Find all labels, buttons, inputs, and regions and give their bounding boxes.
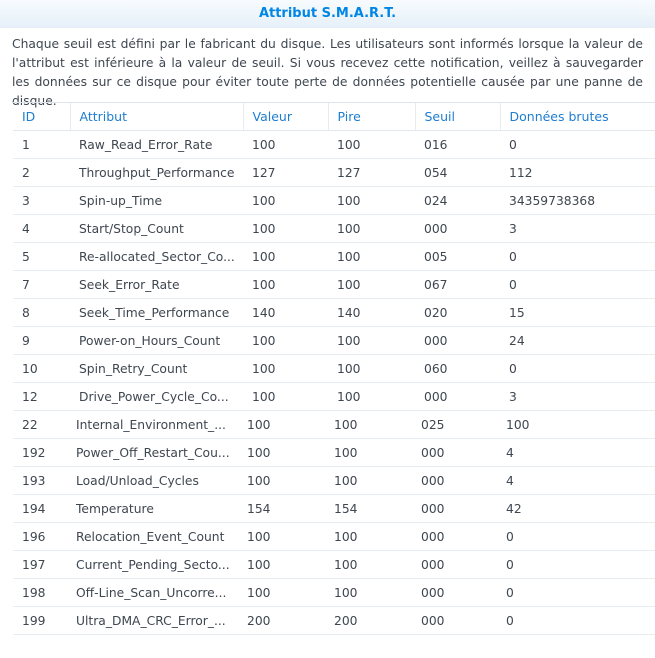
cell-worst-text: 100 <box>334 417 358 432</box>
cell-raw-data <box>500 607 655 635</box>
cell-threshold <box>415 411 500 439</box>
cell-attribute-text: Ultra_DMA_CRC_Error_... <box>76 613 226 628</box>
cell-id-text: 3 <box>22 193 30 208</box>
cell-raw-data-text: 112 <box>509 165 533 180</box>
cell-attribute-text: Power_Off_Restart_Cou... <box>76 445 230 460</box>
cell-worst <box>328 467 415 495</box>
cell-attribute-text: Current_Pending_Secto... <box>76 557 230 572</box>
column-header-label: Seuil <box>424 109 455 124</box>
cell-worst <box>328 243 415 271</box>
cell-id <box>13 495 70 523</box>
cell-value-text: 100 <box>252 333 276 348</box>
cell-worst <box>328 327 415 355</box>
cell-raw-data <box>500 411 655 439</box>
cell-value-text: 100 <box>247 529 271 544</box>
cell-attribute-text: Load/Unload_Cycles <box>76 473 199 488</box>
column-header-label: ID <box>22 109 36 124</box>
cell-attribute-text: Relocation_Event_Count <box>76 529 225 544</box>
table-row[interactable] <box>13 187 655 215</box>
cell-worst-text: 100 <box>337 249 361 264</box>
cell-worst-text: 100 <box>337 333 361 348</box>
cell-value <box>243 411 328 439</box>
cell-attribute-text: Drive_Power_Cycle_Co... <box>79 389 229 404</box>
cell-id-text: 10 <box>22 361 38 376</box>
cell-threshold <box>415 523 500 551</box>
cell-threshold-text: 000 <box>424 221 448 236</box>
cell-value-text: 100 <box>247 445 271 460</box>
cell-raw-data-text: 0 <box>506 529 514 544</box>
column-header-label: Valeur <box>252 109 292 124</box>
cell-threshold <box>415 187 500 215</box>
table-row[interactable] <box>13 579 655 607</box>
cell-value-text: 100 <box>252 137 276 152</box>
cell-raw-data-text: 4 <box>506 473 514 488</box>
cell-raw-data <box>500 271 655 299</box>
cell-attribute <box>70 299 243 327</box>
cell-raw-data <box>500 467 655 495</box>
cell-worst-text: 100 <box>337 221 361 236</box>
cell-threshold <box>415 355 500 383</box>
cell-threshold-text: 000 <box>421 473 445 488</box>
cell-id <box>13 607 70 635</box>
cell-worst-text: 100 <box>337 389 361 404</box>
smart-attribute-table <box>13 102 655 635</box>
table-row[interactable] <box>13 327 655 355</box>
cell-raw-data-text: 0 <box>506 557 514 572</box>
cell-raw-data <box>500 439 655 467</box>
cell-attribute-text: Seek_Error_Rate <box>79 277 180 292</box>
cell-worst <box>328 271 415 299</box>
cell-raw-data-text: 0 <box>509 277 517 292</box>
cell-id <box>13 243 70 271</box>
cell-raw-data <box>500 327 655 355</box>
cell-worst-text: 100 <box>334 445 358 460</box>
table-row[interactable] <box>13 467 655 495</box>
table-row[interactable] <box>13 243 655 271</box>
cell-raw-data-text: 4 <box>506 445 514 460</box>
cell-id-text: 193 <box>22 473 46 488</box>
cell-id <box>13 131 70 159</box>
cell-worst <box>328 439 415 467</box>
cell-attribute <box>70 551 243 579</box>
cell-worst-text: 154 <box>334 501 358 516</box>
cell-raw-data-text: 24 <box>509 333 525 348</box>
cell-id <box>13 299 70 327</box>
cell-worst <box>328 523 415 551</box>
cell-attribute-text: Raw_Read_Error_Rate <box>79 137 213 152</box>
column-header-attribute[interactable] <box>70 103 243 131</box>
cell-threshold <box>415 607 500 635</box>
cell-raw-data <box>500 579 655 607</box>
cell-attribute <box>70 271 243 299</box>
cell-value-text: 100 <box>252 277 276 292</box>
table-row[interactable] <box>13 271 655 299</box>
cell-value-text: 200 <box>247 613 271 628</box>
cell-id <box>13 551 70 579</box>
cell-threshold-text: 054 <box>424 165 448 180</box>
cell-value <box>243 243 328 271</box>
cell-worst <box>328 131 415 159</box>
cell-attribute-text: Power-on_Hours_Count <box>79 333 221 348</box>
cell-attribute <box>70 607 243 635</box>
cell-raw-data-text: 42 <box>506 501 522 516</box>
cell-value <box>243 271 328 299</box>
cell-threshold-text: 000 <box>421 445 445 460</box>
dialog-title: Attribut S.M.A.R.T. <box>258 6 397 21</box>
cell-threshold <box>415 299 500 327</box>
cell-raw-data-text: 0 <box>506 613 514 628</box>
table-row[interactable] <box>13 523 655 551</box>
cell-value <box>243 215 328 243</box>
cell-worst <box>328 355 415 383</box>
column-header-label: Attribut <box>79 109 128 124</box>
cell-value <box>243 523 328 551</box>
cell-value <box>243 439 328 467</box>
cell-id-text: 22 <box>22 417 38 432</box>
cell-raw-data <box>500 523 655 551</box>
cell-value-text: 100 <box>252 249 276 264</box>
table-row[interactable] <box>13 355 655 383</box>
cell-threshold-text: 000 <box>421 613 445 628</box>
cell-threshold <box>415 495 500 523</box>
cell-raw-data <box>500 299 655 327</box>
cell-raw-data <box>500 159 655 187</box>
cell-value-text: 140 <box>252 305 276 320</box>
cell-worst <box>328 383 415 411</box>
cell-raw-data-text: 3 <box>509 221 517 236</box>
cell-worst-text: 100 <box>337 361 361 376</box>
cell-raw-data-text: 3 <box>509 389 517 404</box>
cell-worst-text: 100 <box>334 557 358 572</box>
cell-attribute-text: Off-Line_Scan_Uncorre... <box>76 585 227 600</box>
cell-attribute <box>70 579 243 607</box>
cell-value <box>243 383 328 411</box>
cell-worst-text: 100 <box>334 529 358 544</box>
cell-attribute <box>70 327 243 355</box>
cell-raw-data-text: 0 <box>509 249 517 264</box>
cell-attribute <box>70 187 243 215</box>
cell-attribute <box>70 131 243 159</box>
cell-attribute-text: Re-allocated_Sector_Co... <box>79 249 235 264</box>
cell-value-text: 100 <box>247 473 271 488</box>
cell-raw-data <box>500 551 655 579</box>
cell-attribute-text: Temperature <box>76 501 154 516</box>
cell-id-text: 7 <box>22 277 30 292</box>
cell-value <box>243 607 328 635</box>
cell-attribute-text: Internal_Environment_... <box>76 417 226 432</box>
cell-threshold <box>415 467 500 495</box>
cell-threshold <box>415 579 500 607</box>
cell-raw-data-text: 0 <box>506 585 514 600</box>
cell-attribute-text: Start/Stop_Count <box>79 221 184 236</box>
cell-worst <box>328 579 415 607</box>
cell-threshold-text: 000 <box>421 529 445 544</box>
cell-id <box>13 215 70 243</box>
cell-worst <box>328 215 415 243</box>
column-header-worst[interactable] <box>328 103 415 131</box>
cell-id <box>13 355 70 383</box>
cell-value <box>243 131 328 159</box>
cell-worst <box>328 411 415 439</box>
table-row[interactable] <box>13 215 655 243</box>
cell-id <box>13 579 70 607</box>
cell-threshold-text: 025 <box>421 417 445 432</box>
cell-worst <box>328 299 415 327</box>
cell-attribute <box>70 495 243 523</box>
smart-table-container <box>0 102 655 635</box>
cell-threshold-text: 024 <box>424 193 448 208</box>
column-header-label: Pire <box>337 109 361 124</box>
cell-attribute <box>70 355 243 383</box>
cell-raw-data-text: 0 <box>509 137 517 152</box>
cell-attribute-text: Spin-up_Time <box>79 193 163 208</box>
table-header <box>13 103 655 131</box>
cell-threshold-text: 020 <box>424 305 448 320</box>
table-row[interactable] <box>13 495 655 523</box>
cell-threshold <box>415 439 500 467</box>
table-row[interactable] <box>13 551 655 579</box>
cell-threshold <box>415 327 500 355</box>
cell-threshold <box>415 159 500 187</box>
table-row[interactable] <box>13 439 655 467</box>
cell-raw-data-text: 0 <box>509 361 517 376</box>
cell-attribute <box>70 383 243 411</box>
cell-id-text: 12 <box>22 389 38 404</box>
cell-id-text: 1 <box>22 137 30 152</box>
cell-id-text: 5 <box>22 249 30 264</box>
cell-raw-data <box>500 383 655 411</box>
cell-threshold <box>415 131 500 159</box>
table-row[interactable] <box>13 299 655 327</box>
cell-value-text: 100 <box>252 361 276 376</box>
cell-raw-data-text: 34359738368 <box>509 193 596 208</box>
cell-value <box>243 355 328 383</box>
cell-value-text: 100 <box>247 585 271 600</box>
cell-threshold <box>415 551 500 579</box>
table-row[interactable] <box>13 607 655 635</box>
cell-attribute <box>70 159 243 187</box>
cell-value <box>243 467 328 495</box>
cell-threshold-text: 000 <box>421 585 445 600</box>
cell-id <box>13 159 70 187</box>
column-header-id[interactable] <box>13 103 70 131</box>
cell-value-text: 100 <box>247 417 271 432</box>
cell-id <box>13 327 70 355</box>
cell-worst-text: 100 <box>337 193 361 208</box>
cell-value-text: 100 <box>247 557 271 572</box>
cell-worst <box>328 551 415 579</box>
cell-id <box>13 383 70 411</box>
cell-worst-text: 100 <box>334 585 358 600</box>
cell-raw-data <box>500 131 655 159</box>
cell-id-text: 2 <box>22 165 30 180</box>
cell-raw-data <box>500 187 655 215</box>
cell-id <box>13 187 70 215</box>
dialog-title-bar <box>0 0 655 28</box>
cell-attribute-text: Throughput_Performance <box>79 165 235 180</box>
cell-worst-text: 100 <box>334 473 358 488</box>
cell-value <box>243 579 328 607</box>
cell-id <box>13 271 70 299</box>
cell-id <box>13 411 70 439</box>
cell-threshold-text: 005 <box>424 249 448 264</box>
cell-worst <box>328 607 415 635</box>
cell-value <box>243 495 328 523</box>
cell-raw-data <box>500 355 655 383</box>
cell-id-text: 8 <box>22 305 30 320</box>
cell-raw-data <box>500 243 655 271</box>
cell-threshold-text: 016 <box>424 137 448 152</box>
cell-worst-text: 127 <box>337 165 361 180</box>
column-header-value[interactable] <box>243 103 328 131</box>
cell-value-text: 100 <box>252 221 276 236</box>
cell-id-text: 9 <box>22 333 30 348</box>
cell-id <box>13 523 70 551</box>
cell-id-text: 192 <box>22 445 46 460</box>
cell-raw-data-text: 15 <box>509 305 525 320</box>
cell-id <box>13 467 70 495</box>
cell-worst-text: 100 <box>337 137 361 152</box>
cell-attribute <box>70 215 243 243</box>
cell-attribute <box>70 411 243 439</box>
cell-worst <box>328 187 415 215</box>
cell-value <box>243 327 328 355</box>
cell-threshold-text: 067 <box>424 277 448 292</box>
cell-id-text: 4 <box>22 221 30 236</box>
cell-value <box>243 159 328 187</box>
cell-id <box>13 439 70 467</box>
cell-attribute <box>70 467 243 495</box>
table-row[interactable] <box>13 159 655 187</box>
cell-threshold <box>415 243 500 271</box>
cell-raw-data-text: 100 <box>506 417 530 432</box>
cell-value <box>243 551 328 579</box>
column-header-threshold[interactable] <box>415 103 500 131</box>
cell-worst-text: 200 <box>334 613 358 628</box>
cell-id-text: 197 <box>22 557 46 572</box>
cell-value <box>243 299 328 327</box>
cell-value <box>243 187 328 215</box>
cell-raw-data <box>500 495 655 523</box>
cell-threshold <box>415 383 500 411</box>
cell-threshold-text: 060 <box>424 361 448 376</box>
cell-id-text: 199 <box>22 613 46 628</box>
cell-value-text: 100 <box>252 389 276 404</box>
cell-attribute <box>70 523 243 551</box>
cell-value-text: 100 <box>252 193 276 208</box>
cell-threshold-text: 000 <box>421 557 445 572</box>
cell-value-text: 127 <box>252 165 276 180</box>
header-row <box>13 103 655 131</box>
cell-id-text: 198 <box>22 585 46 600</box>
column-header-label: Données brutes <box>509 109 609 124</box>
cell-attribute <box>70 439 243 467</box>
table-body <box>13 131 655 635</box>
cell-threshold-text: 000 <box>424 389 448 404</box>
cell-value-text: 154 <box>247 501 271 516</box>
cell-worst <box>328 495 415 523</box>
cell-attribute <box>70 243 243 271</box>
cell-worst-text: 140 <box>337 305 361 320</box>
description-text: Chaque seuil est défini par le fabricant du disque. Les utilisateurs sont informés lorsque la valeur de l'attribut est inférieure à la valeur de seuil. Si vous recevez cette notification, veillez à sauvegarder les données sur ce disque pour éviter toute perte de données potentielle causée par une panne de disque. <box>12 37 643 108</box>
table-row[interactable] <box>13 131 655 159</box>
cell-threshold <box>415 215 500 243</box>
cell-threshold-text: 000 <box>421 501 445 516</box>
cell-threshold-text: 000 <box>424 333 448 348</box>
cell-attribute-text: Spin_Retry_Count <box>79 361 188 376</box>
table-row[interactable] <box>13 411 655 439</box>
column-header-raw-data[interactable] <box>500 103 655 131</box>
cell-threshold <box>415 271 500 299</box>
cell-raw-data <box>500 215 655 243</box>
cell-worst-text: 100 <box>337 277 361 292</box>
table-row[interactable] <box>13 383 655 411</box>
cell-id-text: 196 <box>22 529 46 544</box>
cell-attribute-text: Seek_Time_Performance <box>79 305 230 320</box>
cell-worst <box>328 159 415 187</box>
cell-id-text: 194 <box>22 501 46 516</box>
